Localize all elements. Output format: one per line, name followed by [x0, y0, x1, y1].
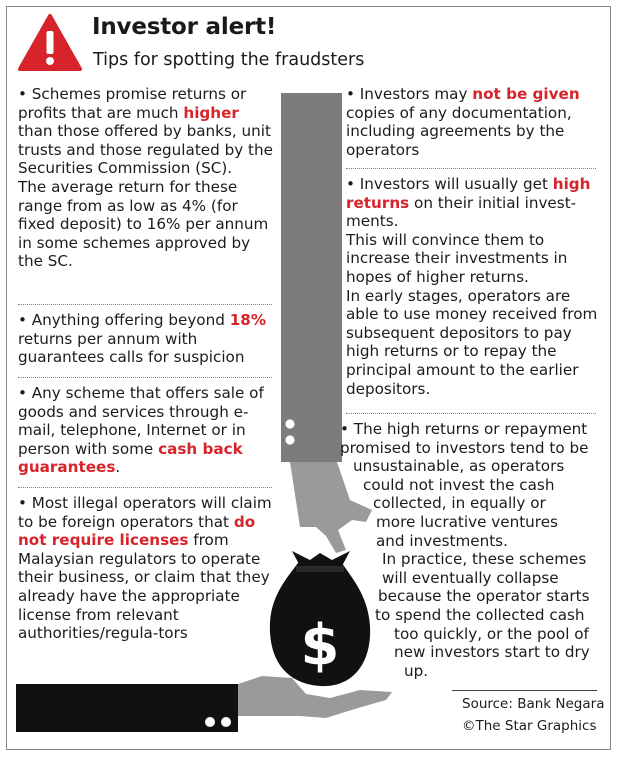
divider	[346, 413, 596, 414]
source-note: Source: Bank Negara	[462, 696, 605, 712]
dollar-sign: $	[300, 613, 340, 678]
tip-cash-back: • Any scheme that offers sale of goods and services through e-mail, telephone, Internet or in person with some cash back guarantees.	[18, 384, 264, 477]
cuff-button	[221, 717, 231, 727]
tip-18-percent: • Anything offering beyond 18% returns per annum with guarantees calls for suspicion	[18, 311, 267, 367]
tip-high-returns: • Investors will usually get high returns on their initial invest-ments. This will convince them to increase their investments in hopes of higher returns. In early stages, operators are able to use money received from subsequent depositors to pay high returns or to repay the principal amount to the earlier depositors.	[346, 175, 598, 398]
tip-documentation: • Investors may not be given copies of any documentation, including agreements by the operators	[346, 85, 580, 159]
page-subtitle: Tips for spotting the fraudsters	[93, 50, 365, 70]
divider	[18, 487, 272, 488]
footer-divider	[452, 690, 597, 691]
sleeve-bottom	[16, 684, 238, 732]
page-title: Investor alert!	[92, 14, 277, 40]
divider	[346, 168, 596, 169]
cuff-button	[285, 435, 294, 444]
tip-licenses: • Most illegal operators will claim to be foreign operators that do not require licenses from Malaysian regulators to operate their business, or claim that they already have the appropriate license from relevant authorities/regula-tors	[18, 494, 272, 643]
cuff-button	[285, 419, 294, 428]
divider	[18, 304, 272, 305]
divider	[18, 377, 272, 378]
cuff-button	[205, 717, 215, 727]
tip-higher-returns: • Schemes promise returns or profits that are much higher than those offered by banks, unit trusts and those regulated by the Securities Commission (SC). The average return for these range from as low as 4% (for fixed deposit) to 16% per annum in some schemes approved by the SC.	[18, 85, 273, 271]
tip-unsustainable: • The high returns or repayment promised to investors tend to be unsustainable, as operators could not invest the cash collected, in equally or more lucrative ventures and investments. In practice, these schemes will eventually collapse because the operator starts to spend the collected cash too quickly, or the pool of new investors start to dry up.	[340, 420, 590, 680]
sleeve-top	[281, 93, 342, 462]
credit-note: ©The Star Graphics	[462, 718, 597, 734]
